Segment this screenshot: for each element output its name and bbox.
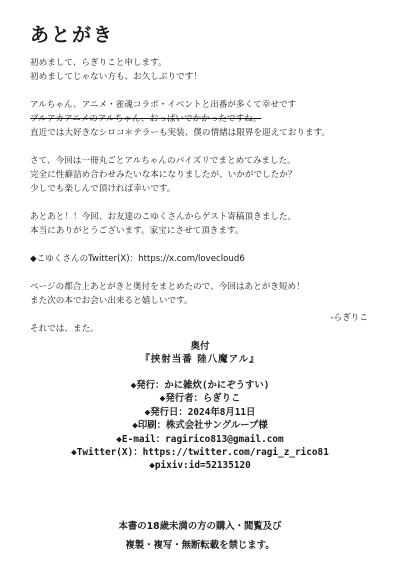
colophon-heading: 奥付 [190, 341, 210, 352]
afterword-body [30, 56, 385, 336]
notice-line: 複製・複写・無断転載を禁じます。 [125, 540, 275, 551]
text-line: アルちゃん、アニメ・雀魂コラボ・イベントと出番が多くて幸せです [30, 100, 297, 110]
text-line: 本当にありがとうございます。家宝にさせて頂きます。 [30, 226, 244, 236]
text-line: あとあと！！今回、お友達のこゆくさんからゲスト寄稿頂きました。 [30, 212, 297, 222]
struck-text-line: ブルアカアニメのアルちゃん、おっぱいでかかったですね。 [30, 114, 262, 124]
author-line: ◆発行者：らぎりこ [159, 393, 241, 405]
printer-line: ◆印刷：株式会社サングループ様 [132, 420, 268, 432]
text-line: また次の本でお会い出来ると嬉しいです。 [30, 296, 193, 306]
text-line: それでは、また。 [30, 324, 99, 334]
guest-twitter-link[interactable]: ◆こゆくさんのTwitter(X)：https://x.com/lovecloud6 [30, 254, 245, 264]
text-line: 完全に性癖詰め合わせみたいな本になりましたが、いかがでしたか？ [30, 170, 297, 180]
date-line: ◆発行日：2024年8月11日 [144, 406, 256, 418]
work-title: 『挟射当番 陸八魔アル』 [140, 354, 260, 365]
colophon-info [0, 379, 400, 473]
author-signature: -らぎりこ [330, 313, 368, 323]
pixiv-link[interactable]: ◆pixiv:id=52135120 [149, 460, 251, 472]
colophon-header [0, 340, 400, 366]
text-line: ページの都合上あとがきと奥付をまとめたので、今回はあとがき短め！ [30, 282, 305, 292]
email-link[interactable]: ◆E-mail：ragirico813@gmail.com [116, 433, 284, 445]
text-line: 初めましてじゃない方も、お久しぶりです！ [30, 72, 202, 82]
notice-line: 本書の18歳未満の方の購入・閲覧及び [118, 521, 282, 532]
text-line: 初めまして、らぎりこと申します。 [30, 58, 167, 68]
afterword-title: あとがき [30, 24, 115, 46]
twitter-link[interactable]: ◆Twitter(X)：https://twitter.com/ragi_z_rico81 [71, 447, 329, 459]
publisher-line: ◆発行：かに雑炊(かにぞうすい) [130, 380, 270, 391]
text-line: 少しでも楽しんで頂ければ幸いです。 [30, 184, 176, 194]
text-line: 直近では大好きなシロコ＊テラーも実装、僕の情緒は限界を迎えております。 [30, 128, 331, 138]
legal-notice [0, 517, 400, 555]
text-line: さて、今回は一冊丸ごとアルちゃんのパイズリでまとめてみました。 [30, 156, 296, 166]
